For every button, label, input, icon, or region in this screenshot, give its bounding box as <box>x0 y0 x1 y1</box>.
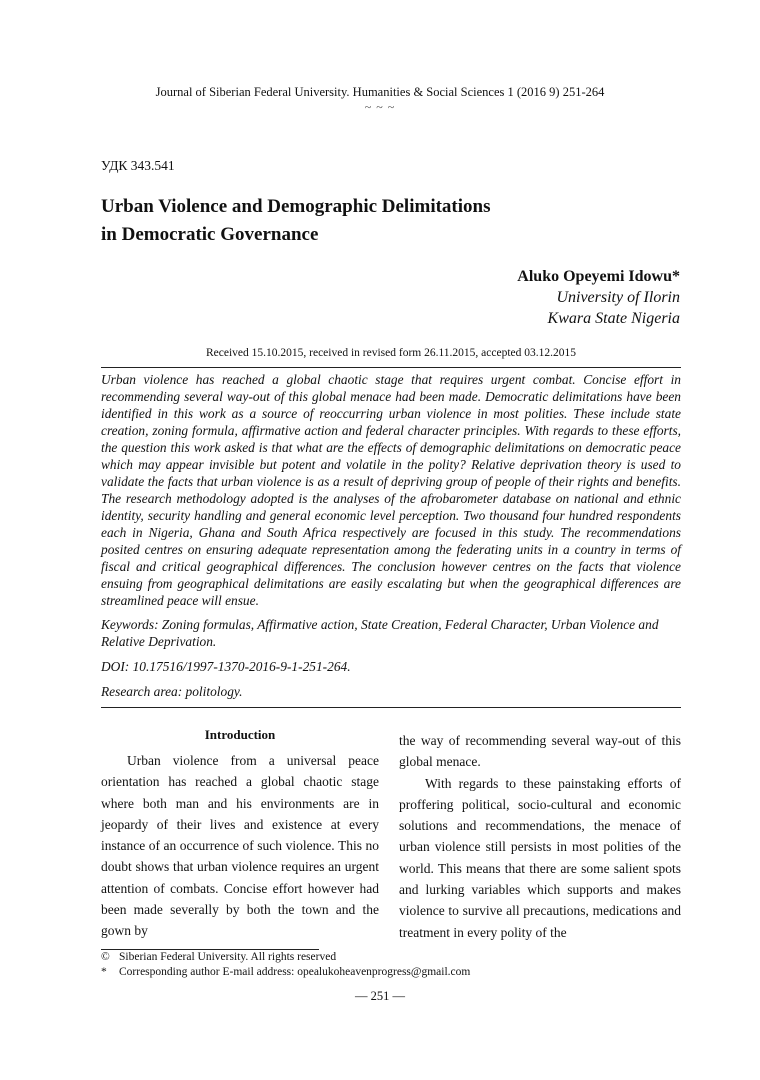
body-column-right <box>399 730 681 943</box>
author-block <box>517 266 680 329</box>
journal-header: Journal of Siberian Federal University. Humanities & Social Sciences 1 (2016 9) 251-264 <box>155 85 605 99</box>
article-title-line2: in Democratic Governance <box>101 224 319 245</box>
article-title-line1: Urban Violence and Demographic Delimitations <box>101 196 491 217</box>
author-name: Aluko Opeyemi Idowu* <box>517 268 680 285</box>
author-affiliation-location: Kwara State Nigeria <box>547 310 680 327</box>
research-area: Research area: politology. <box>101 684 243 699</box>
author-affiliation-university: University of Ilorin <box>556 289 680 306</box>
continued-paragraph: the way of recommending several way-out of this global menace. <box>399 733 681 770</box>
footnote-rule <box>101 949 319 950</box>
intro-paragraph: Urban violence from a universal peace orientation has reached a global chaotic stage where both man and his environments are in jeopardy of their lives and existence at every instance of an occurrence of such violence. This no doubt shows that urban violence requires an urgent attention of combats. Concise effort however had been made severally by both the town and the gown by <box>101 753 379 939</box>
header-ornament: ~ ~ ~ <box>364 100 396 114</box>
footnote-asterisk: * <box>101 966 107 978</box>
abstract-top-rule <box>101 367 681 368</box>
doi: DOI: 10.17516/1997-1370-2016-9-1-251-264. <box>101 659 351 674</box>
body-column-left <box>101 727 379 942</box>
email-text: Corresponding author E-mail address: opealukoheavenprogress@gmail.com <box>119 966 471 978</box>
abstract: Urban violence has reached a global chaotic stage that requires urgent combat. Concise effort in recommending several way-out of this global menace had been made. Democratic delimitations have been identified in this work as a source of reoccurring urban violence in most polities. These include state creation, zoning formula, affirmative action and federal character principles. With regards to these efforts, the question this work asked is that what are the effects of demographic delimitations on democratic peace which may appear invisible but potent and volatile in the polity? Relative deprivation theory is used to validate the facts that urban violence is as a result of depriving group of people of their rights and benefits. The research methodology adopted is the analyses of the afrobarometer database on national and ethnic identity, security handling and general economic level perception. Two thousand four hundred respondents each in Nigeria, Ghana and South Africa respectively are focused in this study. The recommendations posited centres on ensuring adequate representation among the federating units in a country in terms of fiscal and critical geographical differences. The conclusion however centres on the facts that violence ensuing from geographical delimitations are easily escalating but when the geographical differences are streamlined peace will ensue. <box>101 372 681 608</box>
footnote-copyright <box>101 951 336 963</box>
udk-code: УДК 343.541 <box>101 158 175 173</box>
received-dates: Received 15.10.2015, received in revised form 26.11.2015, accepted 03.12.2015 <box>205 347 577 359</box>
footnote-author-email <box>101 966 470 978</box>
article-title <box>101 193 661 249</box>
abstract-bottom-rule <box>101 707 681 708</box>
copyright-symbol: © <box>101 951 110 963</box>
section-heading-introduction: Introduction <box>204 727 276 742</box>
body-paragraph: With regards to these painstaking efforts of proffering political, socio-cultural and economic solutions and recommendations, the menace of urban violence still persists in most polities of the world. This means that there are some salient spots and lurking variables which supports and makes violence to survive all precautions, medications and treatment in every polity of the <box>399 775 681 940</box>
page-number: — 251 — <box>355 989 405 1003</box>
keywords: Keywords: Zoning formulas, Affirmative action, State Creation, Federal Character, Urban Violence and Relative Deprivation. <box>101 617 659 649</box>
copyright-text: Siberian Federal University. All rights reserved <box>119 951 337 963</box>
